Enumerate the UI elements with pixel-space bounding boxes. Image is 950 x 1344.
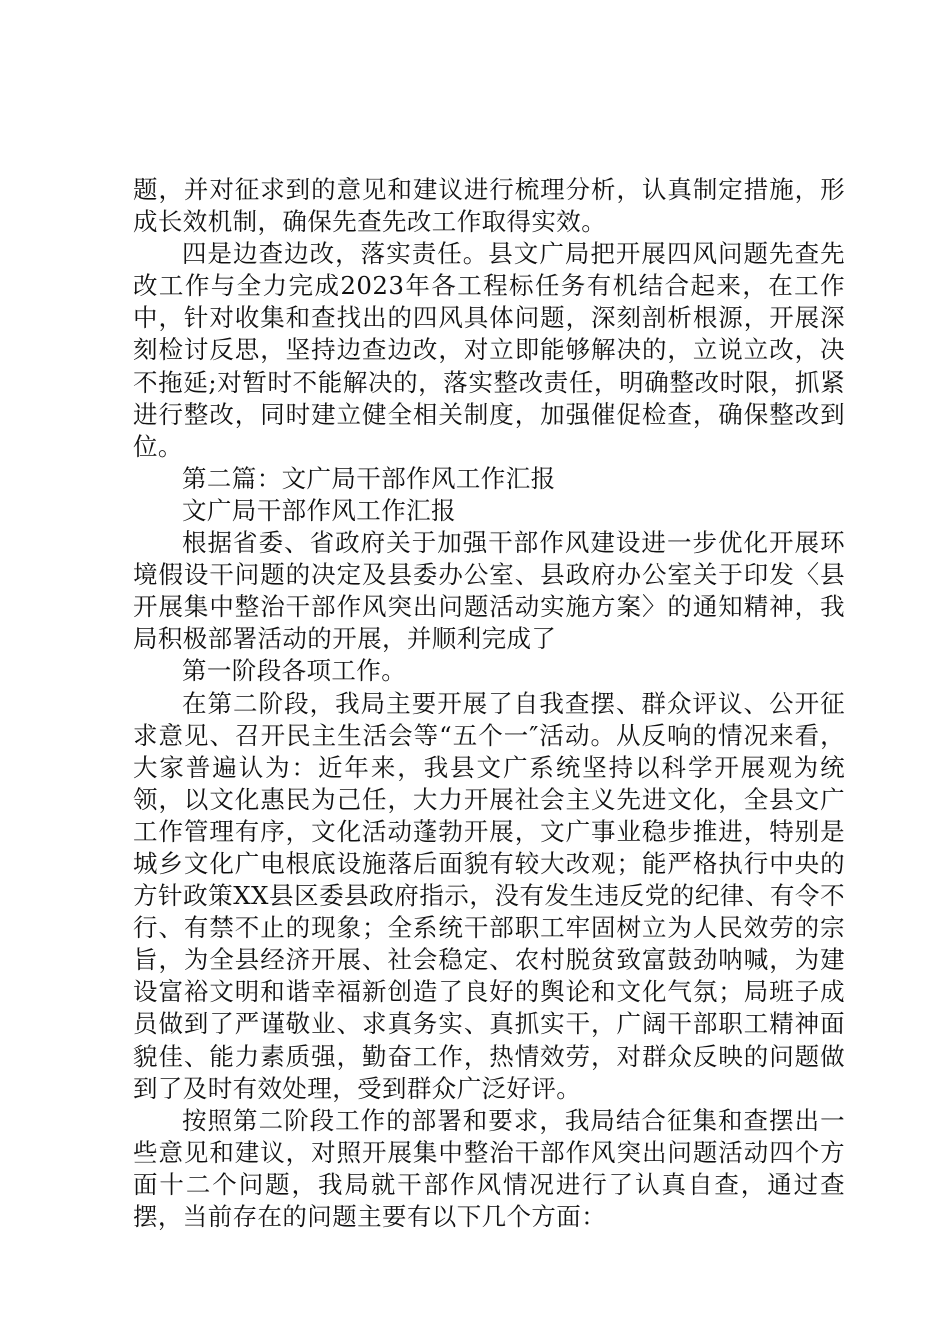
paragraph-first-stage: 第一阶段各项工作。 [182, 656, 407, 686]
report-title: 文广局干部作风工作汇报 [182, 495, 456, 525]
paragraph-background: 根据省委、省政府关于加强干部作风建设进一步优化开展环境假设干问题的决定及县委办公室、县政府办公室关于印发〈县开展集中整治干部作风突出问题活动实施方案〉的通知精神，我局积极部署活动的开展，并顺利完成了 [133, 528, 845, 654]
section-heading-second-part: 第二篇：文广局干部作风工作汇报 [182, 463, 556, 493]
paragraph-continuation: 题，并对征求到的意见和建议进行梳理分析，认真制定措施，形成长效机制，确保先查先改工作取得实效。 [133, 175, 845, 237]
paragraph-second-stage: 在第二阶段，我局主要开展了自我查摆、群众评议、公开征求意见、召开民主生活会等“五个一″活动。从反响的情况来看，大家普遍认为：近年来，我县文广系统坚持以科学开展观为统领，以文化惠民为己任，大力开展社会主义先进文化，全县文广工作管理有序，文化活动蓬勃开展，文广事业稳步推进，特别是城乡文化广电根底设施落后面貌有较大改观；能严格执行中央的方针政策XX县区委县政府指示，没有发生违反党的纪律、有令不行、有禁不止的现象；全系统干部职工牢固树立为人民效劳的宗旨，为全县经济开展、社会稳定、农村脱贫致富鼓劲呐喊，为建设富裕文明和谐幸福新创造了良好的舆论和文化气氛；局班子成员做到了严谨敬业、求真务实、真抓实干，广阔干部职工精神面貌佳、能力素质强，勤奋工作，热情效劳，对群众反映的问题做到了及时有效处理，受到群众广泛好评。 [133, 688, 845, 1103]
paragraph-fourth-point: 四是边查边改，落实责任。县文广局把开展四风问题先查先改工作与全力完成2023年各工程标任务有机结合起来，在工作中，针对收集和查找出的四风具体问题，深刻剖析根源，开展深刻检讨反思，坚持边查边改，对立即能够解决的，立说立改，决不拖延;对暂时不能解决的，落实整改责任，明确整改时限，抓紧进行整改，同时建立健全相关制度，加强催促检查，确保整改到位。 [133, 239, 845, 461]
document-body [133, 174, 845, 1233]
paragraph-self-inspection: 按照第二阶段工作的部署和要求，我局结合征集和查摆出一些意见和建议，对照开展集中整治干部作风突出问题活动四个方面十二个问题，我局就干部作风情况进行了认真自查，通过查摆，当前存在的问题主要有以下几个方面： [133, 1105, 845, 1231]
